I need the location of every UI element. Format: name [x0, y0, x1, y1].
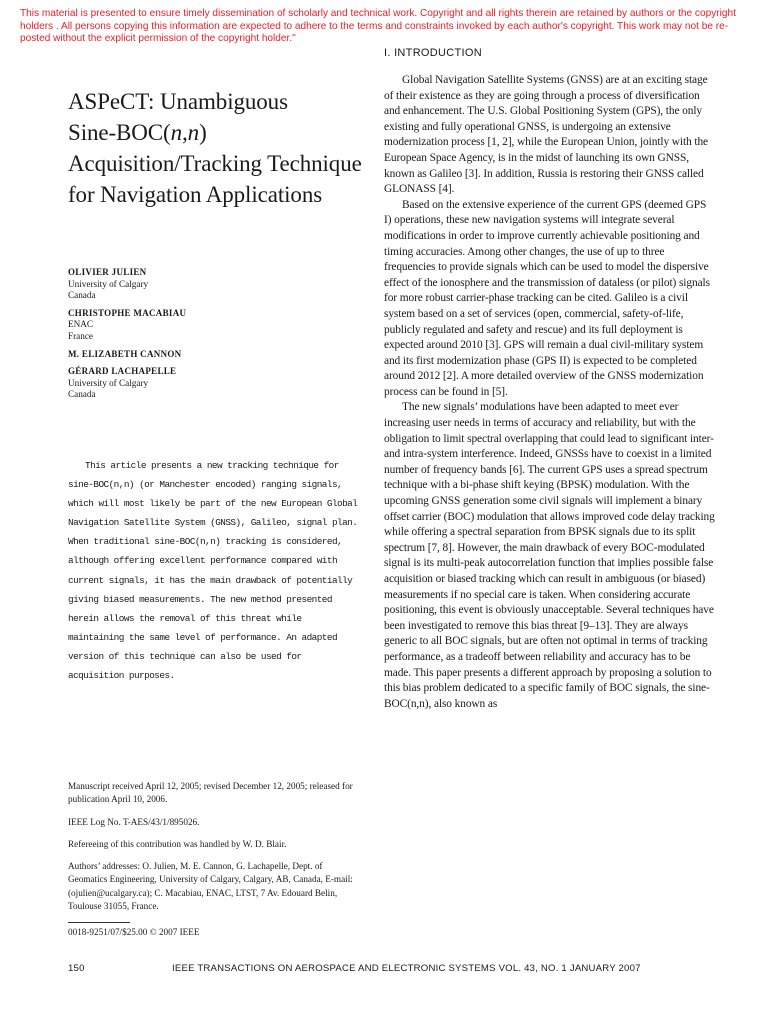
paragraph: The new signals’ modulations have been adapted to meet ever increasing user needs in terms of accuracy and reliability, but with the obligation to limit spectral overlapping that could lead to significant inter- and intra-system interference. Indeed, GNSSs have to coexist in a limited number of frequency bands [6]. The current GPS uses a spread spectrum technique with a bi-phase shift keying (BPSK) modulation. With the upcoming GNSS generation some civil signals will implement a binary offset carrier (BOC) modulation that allows improved code delay tracking while offering a spectral separation from BPSK signals due to its split spectrum [7, 8]. However, the main drawback of every BOC-modulated signal is its multi-peak autocorrelation function that implies possible false acquisition or biased tracking which can result in ambiguous (or biased) measurements if no special care is taken. When considering accurate positioning, this event is obviously unacceptable. Several techniques have been investigated to remove this bias threat [9–13]. They are always generic to all BOC signals, but are often not optimal in terms of tracking performance, as a tradeoff between reliability and accuracy has to be made. This paper presents a different approach by proposing a solution to this bias problem dedicated to a specific family of BOC signals, the sine-BOC(n,n), also known as: [384, 401, 715, 710]
paragraph: Global Navigation Satellite Systems (GNSS) are at an exciting stage of their existence as they are going through a process of diversification and enhancement. The U.S. Global Positioning System (GPS), the only existing and fully operational GNSS, is undergoing an extensive modernization process [1, 2], while the European Union, jointly with the European Space Agency, is in the midst of launching its own GNSS, known as Galileo [3]. In addition, Russia is restoring their GNSS called GLONASS [4].: [384, 74, 709, 196]
abstract: This article presents a new tracking technique for sine-BOC(n,n) (or Manchester encoded) ranging signals, which will most likely be part of the new European Global Navigation Satellite System (GNSS), Galileo, signal plan. When traditional sine-BOC(n,n) tracking is considered, although offering excellent performance compared with current signals, it has the main drawback of potentially giving biased measurements. The new method presented herein allows the removal of this threat while maintaining the same level of performance. An adapted version of this technique can also be used for acquisition purposes.: [68, 460, 358, 682]
copyright-price: 0018-9251/07/$25.00 © 2007 IEEE: [68, 927, 200, 938]
author-country: Canada: [68, 290, 96, 301]
journal-name: IEEE TRANSACTIONS ON AEROSPACE AND ELECTRONIC SYSTEMS VOL. 43, NO. 1 JANUARY 2007: [172, 963, 641, 974]
author: [68, 366, 358, 401]
title-italic: n,n: [170, 120, 200, 145]
paragraph: Based on the extensive experience of the current GPS (deemed GPS I) operations, these new navigation systems will integrate several modifications in order to improve currently achievable positioning and timing accuracies. Among other changes, the use of up to three frequencies to provide signals which can be used to model the dispersive effect of the ionosphere and the transmission of dataless (or pilot) signals for more robust carrier-phase tracking can be cited. Galileo is a civil system based on a set of services (open, commercial, safety-of-life, publicly regulated and safety and rescue) and its full deployment is expected around 2010 [3]. GPS will remain a dual civil-military system and its first modernization phase (GPS II) is expected to be completed around 2012 [2]. A more detailed overview of the GNSS modernization process can be found in [5].: [384, 198, 710, 398]
section-heading: I. INTRODUCTION: [384, 47, 482, 59]
refereeing-note: Refereeing of this contribution was handled by W. D. Blair.: [68, 838, 287, 849]
author: [68, 349, 358, 361]
copyright-notice: This material is presented to ensure timely dissemination of scholarly and technical work. Copyright and all rights therein are retained by authors or the copyright holders . All persons copying this information are expected to adhere to the terms and constraints invoked by each author's copyright. This work may not be re-posted without the explicit permission of the copyright holder.": [20, 8, 736, 44]
author-country: France: [68, 330, 93, 341]
author-name: M. ELIZABETH CANNON: [68, 348, 182, 359]
author-name: OLIVIER JULIEN: [68, 267, 147, 277]
author-name: CHRISTOPHE MACABIAU: [68, 307, 187, 318]
title-line: Sine-BOC(: [68, 120, 171, 145]
ieee-log-number: IEEE Log No. T-AES/43/1/895026.: [68, 816, 200, 827]
manuscript-dates: Manuscript received April 12, 2005; revised December 12, 2005; released for publication April 10, 2006.: [68, 781, 353, 805]
page-number: 150: [68, 963, 85, 974]
title-block: [68, 86, 368, 210]
intro-column: [384, 47, 716, 712]
title-line: ASPeCT: Unambiguous: [68, 89, 288, 114]
manuscript-notes: [68, 780, 358, 940]
divider: [68, 922, 130, 923]
author-affiliation: ENAC: [68, 319, 94, 330]
author-name: GÉRARD LACHAPELLE: [68, 366, 177, 377]
title-line: Acquisition/Tracking Technique: [68, 151, 362, 176]
title-line: ): [199, 120, 207, 145]
author: [68, 267, 358, 302]
body-text: [384, 73, 716, 712]
author-country: Canada: [68, 389, 96, 400]
author-list: [68, 267, 358, 407]
author-affiliation: University of Calgary: [68, 377, 149, 388]
paper-title: [68, 86, 368, 210]
title-line: for Navigation Applications: [68, 182, 323, 207]
author: [68, 308, 358, 343]
authors-addresses: Authors’ addresses: O. Julien, M. E. Cannon, G. Lachapelle, Dept. of Geomatics Engineering, University of Calgary, Calgary, AB, Canada, E-mail: (ojulien@ucalgary.ca); C. Macabiau, ENAC, LTST, 7 Av. Edouard Belin, Toulouse 31055, France.: [68, 861, 353, 912]
author-affiliation: University of Calgary: [68, 278, 149, 289]
